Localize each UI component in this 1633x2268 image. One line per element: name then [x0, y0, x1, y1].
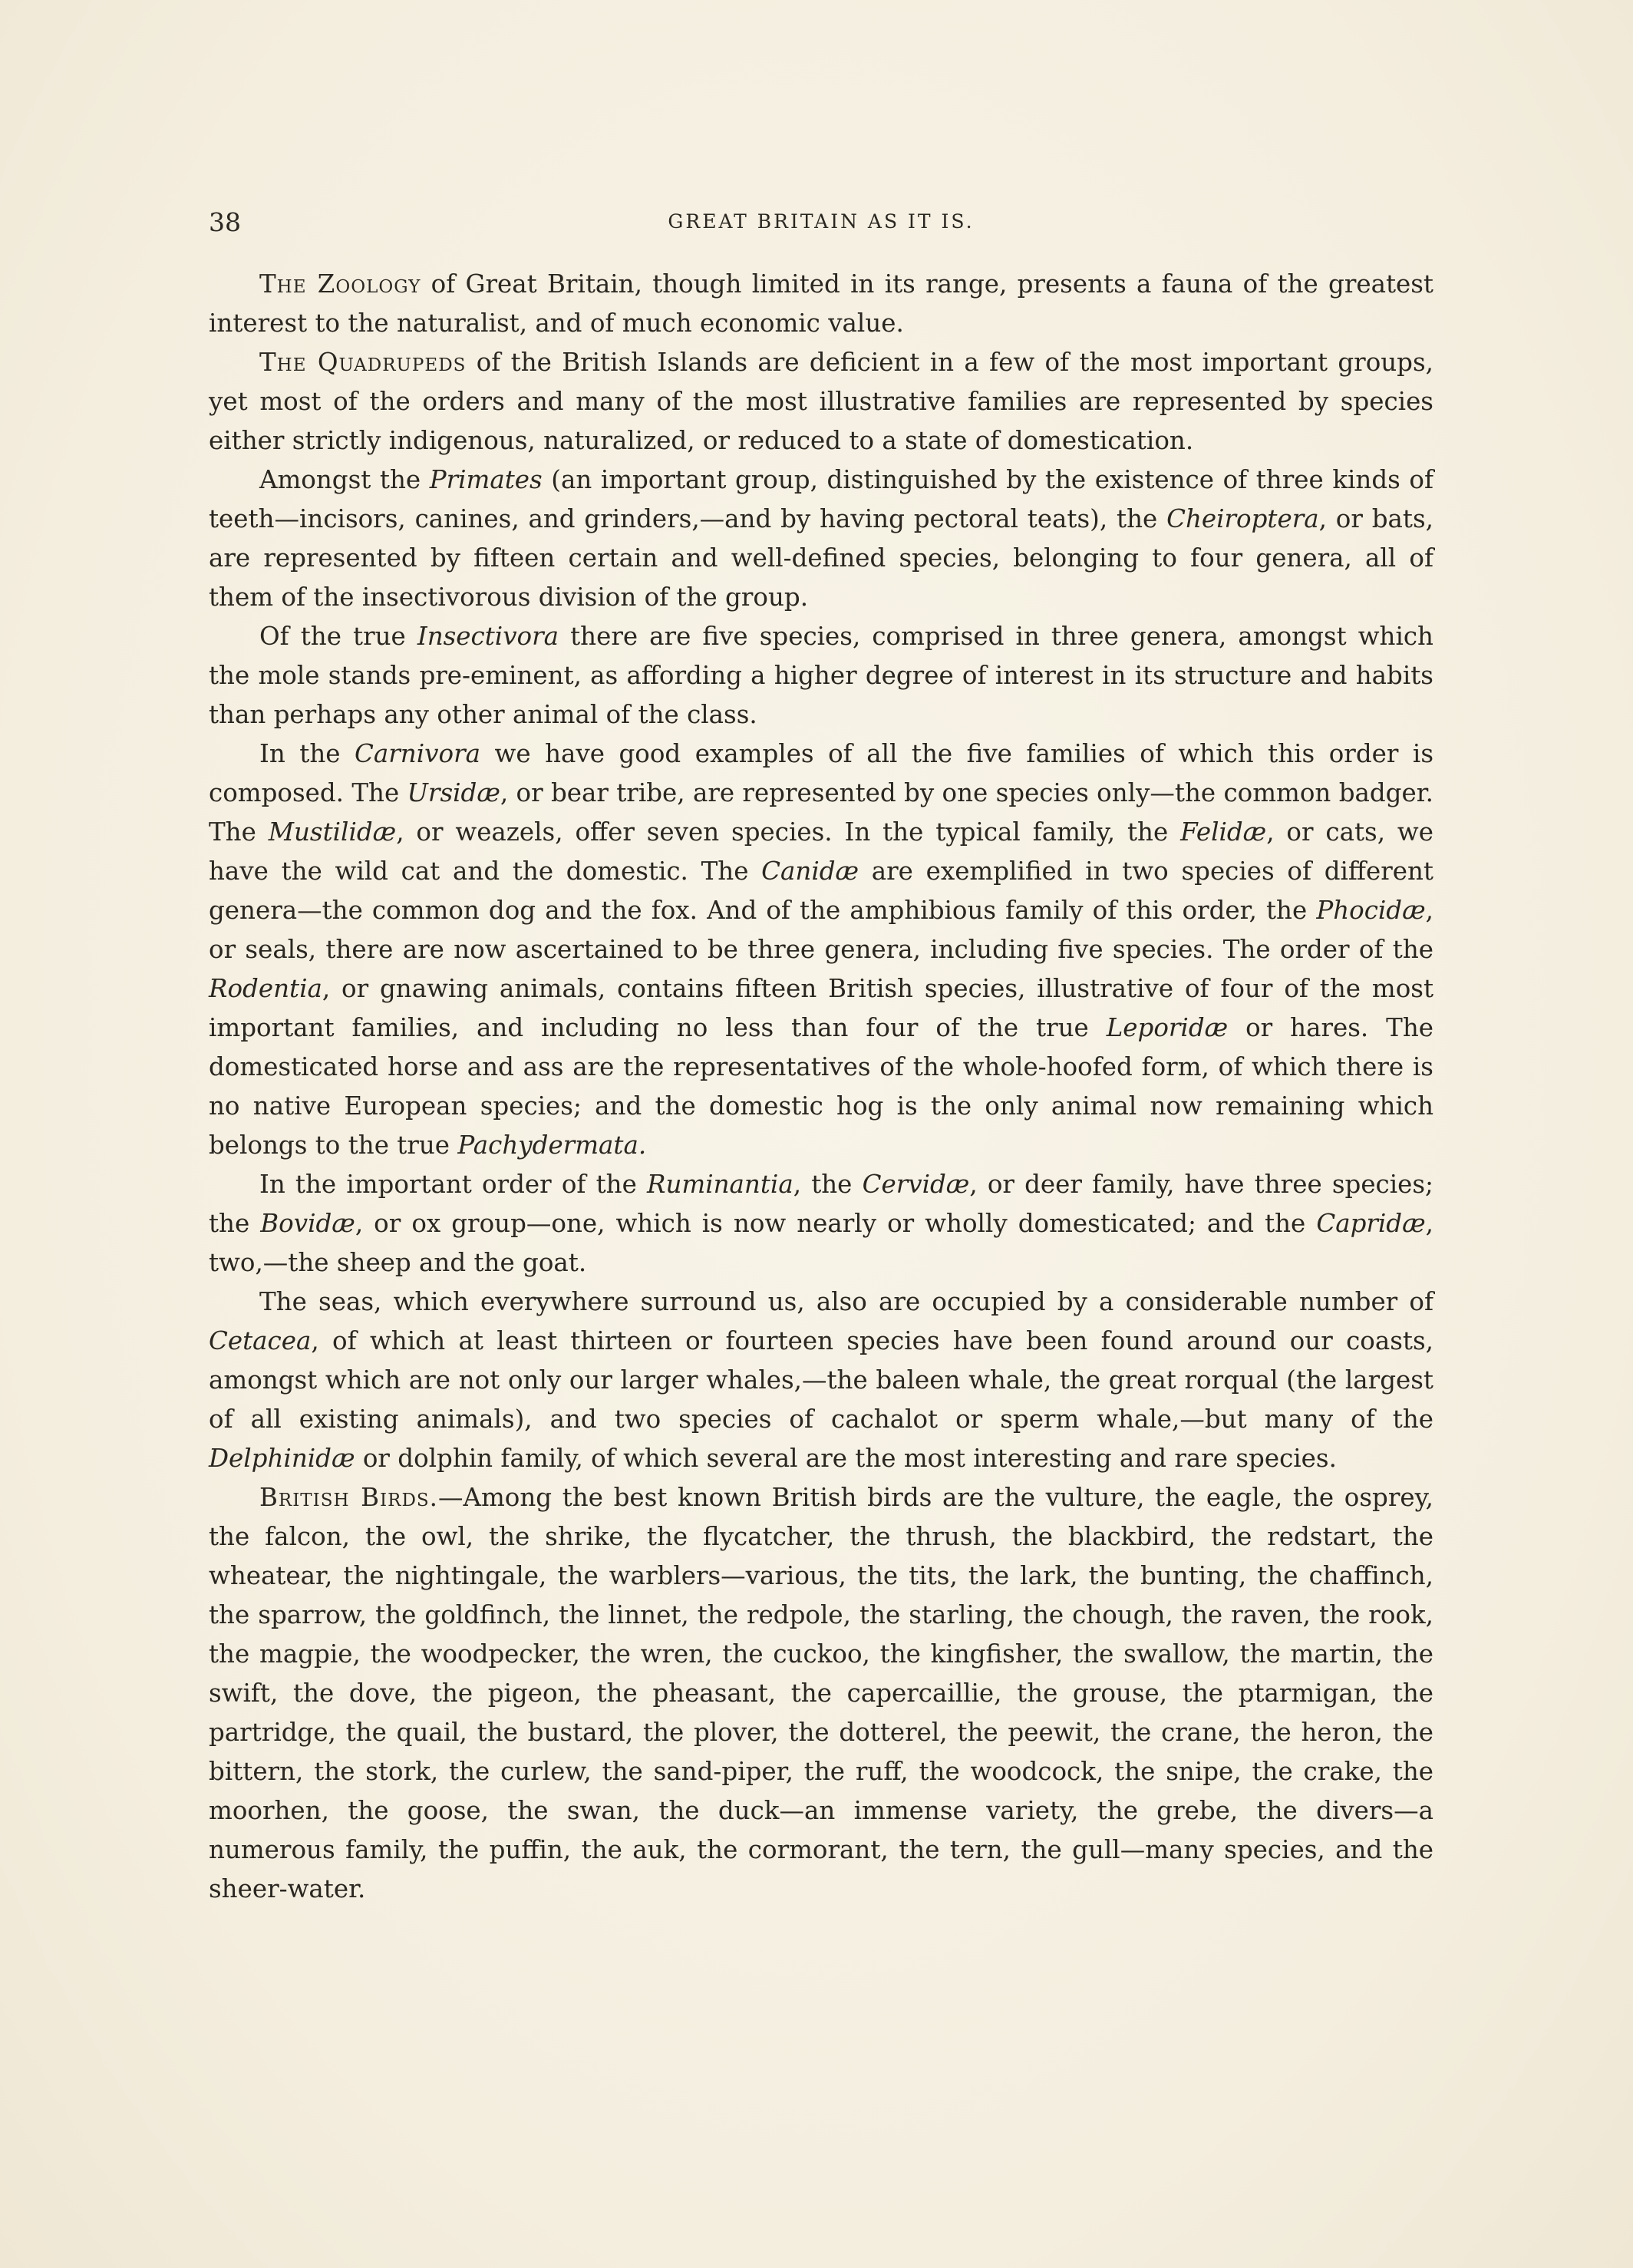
text-run: , or cats, we have the wild cat and the domestic. The — [209, 817, 1433, 886]
taxon-name: Mustilidæ — [268, 817, 397, 847]
paragraph — [209, 343, 1433, 461]
text-run: , two,—the sheep and the goat. — [209, 1209, 1434, 1277]
running-title: GREAT BRITAIN AS IT IS. — [668, 210, 975, 233]
taxon-name: Cheiroptera — [1166, 504, 1319, 533]
text-run: , the — [793, 1170, 863, 1199]
text-run: of the British Islands are deficient in a few of the most important groups, yet most of the orders and many of the most illustrative families are represented by species either strictly indigenous, naturalized, or reduced to a state of domestication. — [209, 348, 1434, 455]
text-run: (an important group, distinguished by the existence of three kinds of teeth—incisors, canines, and grinders,—and by having pectoral teats), the — [209, 465, 1433, 533]
taxon-name: Canidæ — [761, 857, 859, 886]
section-lead-quadrupeds: The Quadrupeds — [259, 348, 467, 377]
text-run: —Among the best known British birds are the vulture, the eagle, the osprey, the falcon, the owl, the shrike, the flycatcher, the thrush, the blackbird, the redstart, the wheatear, the nightingale, the warblers—various, the tits, the lark, the bunting, the chaffinch, the sparrow, the goldfinch, the linnet, the redpole, the starling, the chough, the raven, the rook, the magpie, the woodpecker, the wren, the cuckoo, the kingfisher, the swallow, the martin, the swift, the dove, the pigeon, the pheasant, the capercaillie, the grouse, the ptarmigan, the partridge, the quail, the bustard, the plover, the dotterel, the peewit, the crane, the heron, the bittern, the stork, the curlew, the sand-piper, the ruff, the woodcock, the snipe, the crake, the moorhen, the goose, the swan, the duck—an immense variety, the grebe, the divers—a numerous family, the puffin, the auk, the cormorant, the tern, the gull—many species, and the sheer-water. — [209, 1483, 1433, 1903]
text-run: , or deer family, have three species; the — [209, 1170, 1434, 1238]
text-run: of Great Britain, though limited in its range, presents a fauna of the greatest interest to the naturalist, and of much economic value. — [209, 269, 1433, 338]
taxon-name: Primates — [429, 465, 543, 494]
body-text — [209, 265, 1433, 1909]
paragraph — [209, 735, 1433, 1165]
paragraph — [209, 1478, 1433, 1909]
taxon-name: Pachydermata. — [457, 1131, 647, 1160]
taxon-name: Carnivora — [355, 739, 480, 768]
text-run: are exemplified in two species of different genera—the common dog and the fox. And of the amphibious family of this order, the — [209, 857, 1433, 925]
text-run: , of which at least thirteen or fourteen species have been found around our coasts, amongst which are not only our larger whales,—the baleen whale, the great rorqual (the largest of all existing animals), and two species of cachalot or sperm whale,—but many of the — [209, 1326, 1433, 1434]
taxon-name: Delphinidæ — [209, 1444, 355, 1473]
text-run: In the important order of the — [259, 1170, 648, 1199]
text-run: or hares. The domesticated horse and ass are the representatives of the whole-hoofed form, of which there is no native European species; and the domestic hog is the only animal now remaining which belongs to the true — [209, 1013, 1433, 1160]
text-run: or dolphin family, of which several are the most interesting and rare species. — [355, 1444, 1337, 1473]
paragraph — [209, 265, 1433, 343]
taxon-name: Capridæ — [1316, 1209, 1426, 1238]
section-lead-zoology: The Zoology — [259, 269, 421, 299]
paragraph — [209, 1283, 1433, 1478]
text-run: Of the true — [259, 622, 417, 651]
text-run: The seas, which everywhere surround us, also are occupied by a considerable number of — [259, 1287, 1433, 1316]
taxon-name: Insectivora — [417, 622, 559, 651]
taxon-name: Leporidæ — [1106, 1013, 1229, 1042]
taxon-name: Cetacea — [209, 1326, 312, 1355]
section-lead-british-birds: British Birds. — [259, 1483, 438, 1512]
paragraph — [209, 461, 1433, 617]
text-run: Amongst the — [259, 465, 430, 494]
text-run: , or bear tribe, are represented by one species only—the common badger. The — [209, 778, 1434, 847]
text-run: we have good examples of all the five families of which this order is composed. The — [209, 739, 1433, 807]
text-run: , or weazels, offer seven species. In the typical family, the — [396, 817, 1181, 847]
paragraph — [209, 617, 1433, 735]
text-run: there are five species, comprised in three genera, amongst which the mole stands pre-eminent, as affording a higher degree of interest in its structure and habits than perhaps any other animal of the class. — [209, 622, 1433, 729]
text-run: , or seals, there are now ascertained to be three genera, including five species. The order of the — [209, 896, 1433, 964]
taxon-name: Phocidæ — [1316, 896, 1426, 925]
taxon-name: Cervidæ — [862, 1170, 970, 1199]
taxon-name: Bovidæ — [260, 1209, 355, 1238]
paragraph — [209, 1165, 1433, 1283]
running-head — [209, 207, 1433, 238]
page-number: 38 — [209, 207, 241, 237]
text-run: In the — [259, 739, 355, 768]
taxon-name: Felidæ — [1180, 817, 1267, 847]
text-run: , or bats, are represented by fifteen certain and well-defined species, belonging to four genera, all of them of the insectivorous division of the group. — [209, 504, 1433, 612]
taxon-name: Ursidæ — [407, 778, 500, 807]
text-run: , or ox group—one, which is now nearly or wholly domesticated; and the — [355, 1209, 1317, 1238]
text-run: , or gnawing animals, contains fifteen British species, illustrative of four of the most important families, and including no less than four of the true — [209, 974, 1433, 1042]
taxon-name: Ruminantia — [647, 1170, 793, 1199]
taxon-name: Rodentia — [209, 974, 322, 1003]
